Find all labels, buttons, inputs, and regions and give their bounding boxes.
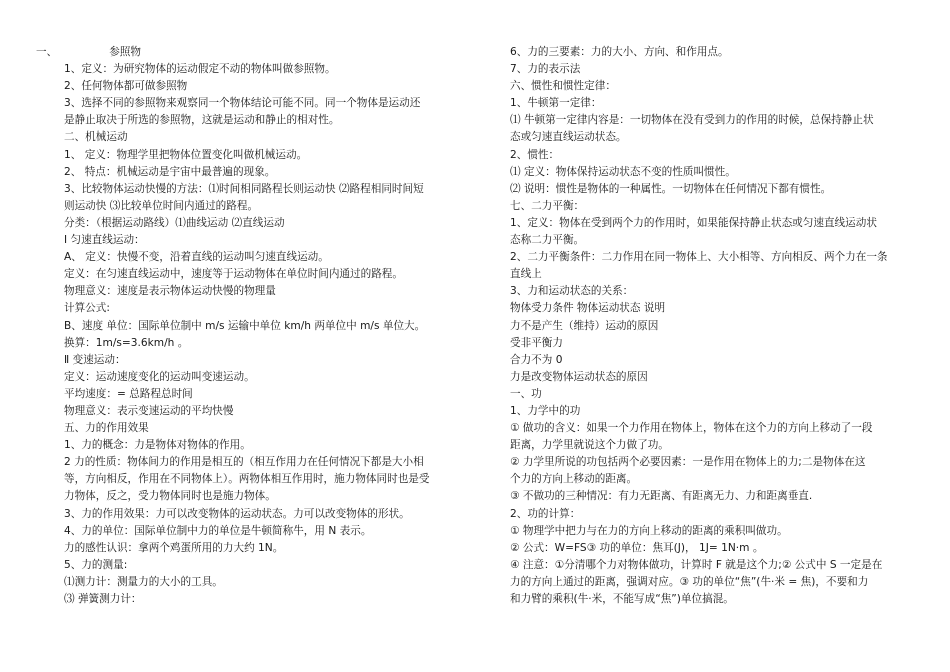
right-line: 1、定义：物体在受到两个力的作用时，如果能保持静止状态或匀速直线运动状	[510, 216, 877, 229]
right-line: 力不是产生（维持）运动的原因	[510, 319, 659, 332]
right-line: 6、力的三要素：力的大小、方向、和作用点。	[510, 46, 729, 58]
right-line: 六、惯性和惯性定律：	[510, 80, 616, 93]
left-line: 五、力的作用效果	[64, 422, 149, 435]
right-column	[510, 44, 922, 608]
left-line: 换算：1m/s=3.6km/h 。	[64, 336, 189, 349]
right-line: 7、力的表示法	[510, 63, 581, 76]
right-line: 1、牛顿第一定律：	[510, 97, 602, 110]
right-line: 一、功	[510, 387, 542, 400]
left-line: 物理意义：表示变速运动的平均快慢	[64, 404, 234, 417]
right-line: ① 做功的含义：如果一个力作用在物体上，物体在这个力的方向上移动了一段	[510, 422, 873, 435]
left-line: ⑶ 弹簧测力计：	[64, 593, 142, 605]
right-line: 受非平衡力	[510, 336, 563, 349]
left-line: Ⅱ 变速运动：	[64, 353, 126, 366]
left-line	[36, 44, 476, 61]
right-line: 合力不为 0	[510, 353, 563, 366]
right-line: 距离，力学里就说这个力做了功。	[510, 439, 669, 452]
right-line: 七、二力平衡：	[510, 199, 585, 212]
right-line: 2、功的计算：	[510, 507, 581, 520]
left-line: 则运动快 ⑶比较单位时间内通过的路程。	[64, 199, 259, 212]
right-line: 个力的方向上移动的距离。	[510, 473, 638, 486]
right-line: ⑵ 说明：惯性是物体的一种属性。一切物体在任何情况下都有惯性。	[510, 182, 832, 195]
right-line: 物体受力条件 物体运动状态 说明	[510, 302, 666, 315]
left-line: 1、 定义：物理学里把物体位置变化叫做机械运动。	[64, 148, 308, 161]
right-line: 态或匀速直线运动状态。	[510, 131, 627, 144]
right-line: 态称二力平衡。	[510, 234, 585, 247]
right-line: 直线上	[510, 268, 542, 281]
left-line: 3、比较物体运动快慢的方法：⑴时间相同路程长则运动快 ⑵路程相同时间短	[64, 182, 424, 195]
left-line: 物理意义：速度是表示物体运动快慢的物理量	[64, 285, 276, 298]
right-line: 和力臂的乘积(牛·米，不能写成“焦”)单位搞混。	[510, 593, 734, 605]
left-line: 2、 特点：机械运动是宇宙中最普遍的现象。	[64, 165, 276, 178]
right-line: ③ 不做功的三种情况：有力无距离、有距离无力、力和距离垂直.	[510, 490, 813, 503]
left-line: 定义：在匀速直线运动中，速度等于运动物体在单位时间内通过的路程。	[64, 268, 403, 281]
left-line: 2、任何物体都可做参照物	[64, 80, 188, 93]
right-line: ⑴ 牛顿第一定律内容是：一切物体在没有受到力的作用的时候，总保持静止状	[510, 114, 874, 127]
left-line: 1、力的概念：力是物体对物体的作用。	[64, 439, 251, 452]
right-line: ② 公式：W=FS③ 功的单位：焦耳(J)， 1J= 1N·m 。	[510, 541, 764, 554]
right-line: ⑴ 定义：物体保持运动状态不变的性质叫惯性。	[510, 165, 736, 178]
left-line: 二、机械运动	[64, 131, 128, 144]
right-line: 3、力和运动状态的关系：	[510, 285, 634, 298]
left-line: 3、选择不同的参照物来观察同一个物体结论可能不同。同一个物体是运动还	[64, 97, 421, 110]
left-column	[36, 44, 476, 608]
left-line: 等，方向相反，作用在不同物体上）。两物体相互作用时，施力物体同时也是受	[64, 473, 430, 486]
section-number: 一、	[36, 46, 58, 58]
left-line: 4、力的单位：国际单位制中力的单位是牛顿简称牛，用 N 表示。	[64, 524, 372, 537]
left-line: 3、力的作用效果：力可以改变物体的运动状态。力可以改变物体的形状。	[64, 507, 410, 520]
left-line: 5、力的测量:	[64, 558, 128, 571]
left-line: B、速度 单位：国际单位制中 m/s 运输中单位 km/h 两单位中 m/s 单位大。	[64, 319, 426, 332]
right-line: 1、力学中的功	[510, 404, 581, 417]
left-line: 计算公式:	[64, 302, 110, 315]
left-line: 力物体，反之，受力物体同时也是施力物体。	[64, 490, 276, 503]
section-title: 参照物	[109, 46, 141, 58]
right-line: 力是改变物体运动状态的原因	[510, 370, 648, 383]
left-line: 定义：运动速度变化的运动叫变速运动。	[64, 370, 255, 383]
right-line: 2、二力平衡条件：二力作用在同一物体上、大小相等、方向相反、两个力在一条	[510, 251, 888, 264]
right-line: ② 力学里所说的功包括两个必要因素：一是作用在物体上的力;二是物体在这	[510, 456, 866, 469]
left-line: 分类：（根据运动路线）⑴曲线运动 ⑵直线运动	[64, 216, 285, 229]
right-line: 力的方向上通过的距离，强调对应。③ 功的单位“焦”(牛·米 = 焦)，不要和力	[510, 575, 869, 588]
right-line: 2、惯性：	[510, 148, 560, 161]
left-line: 2 力的性质：物体间力的作用是相互的（相互作用力在任何情况下都是大小相	[64, 456, 424, 469]
left-line: Ⅰ 匀速直线运动：	[64, 234, 145, 247]
left-line: 力的感性认识：拿两个鸡蛋所用的力大约 1N。	[64, 541, 284, 554]
left-line: 1、定义：为研究物体的运动假定不动的物体叫做参照物。	[64, 63, 336, 76]
left-line: 是静止取决于所选的参照物，这就是运动和静止的相对性。	[64, 114, 340, 127]
left-line: A、 定义：快慢不变，沿着直线的运动叫匀速直线运动。	[64, 251, 329, 264]
right-line: ④ 注意：①分清哪个力对物体做功，计算时 F 就是这个力;② 公式中 S 一定是在	[510, 558, 883, 571]
right-line: ① 物理学中把力与在力的方向上移动的距离的乘积叫做功。	[510, 524, 788, 537]
left-line: ⑴测力计：测量力的大小的工具。	[64, 575, 223, 588]
left-line: 平均速度：= 总路程总时间	[64, 387, 193, 400]
